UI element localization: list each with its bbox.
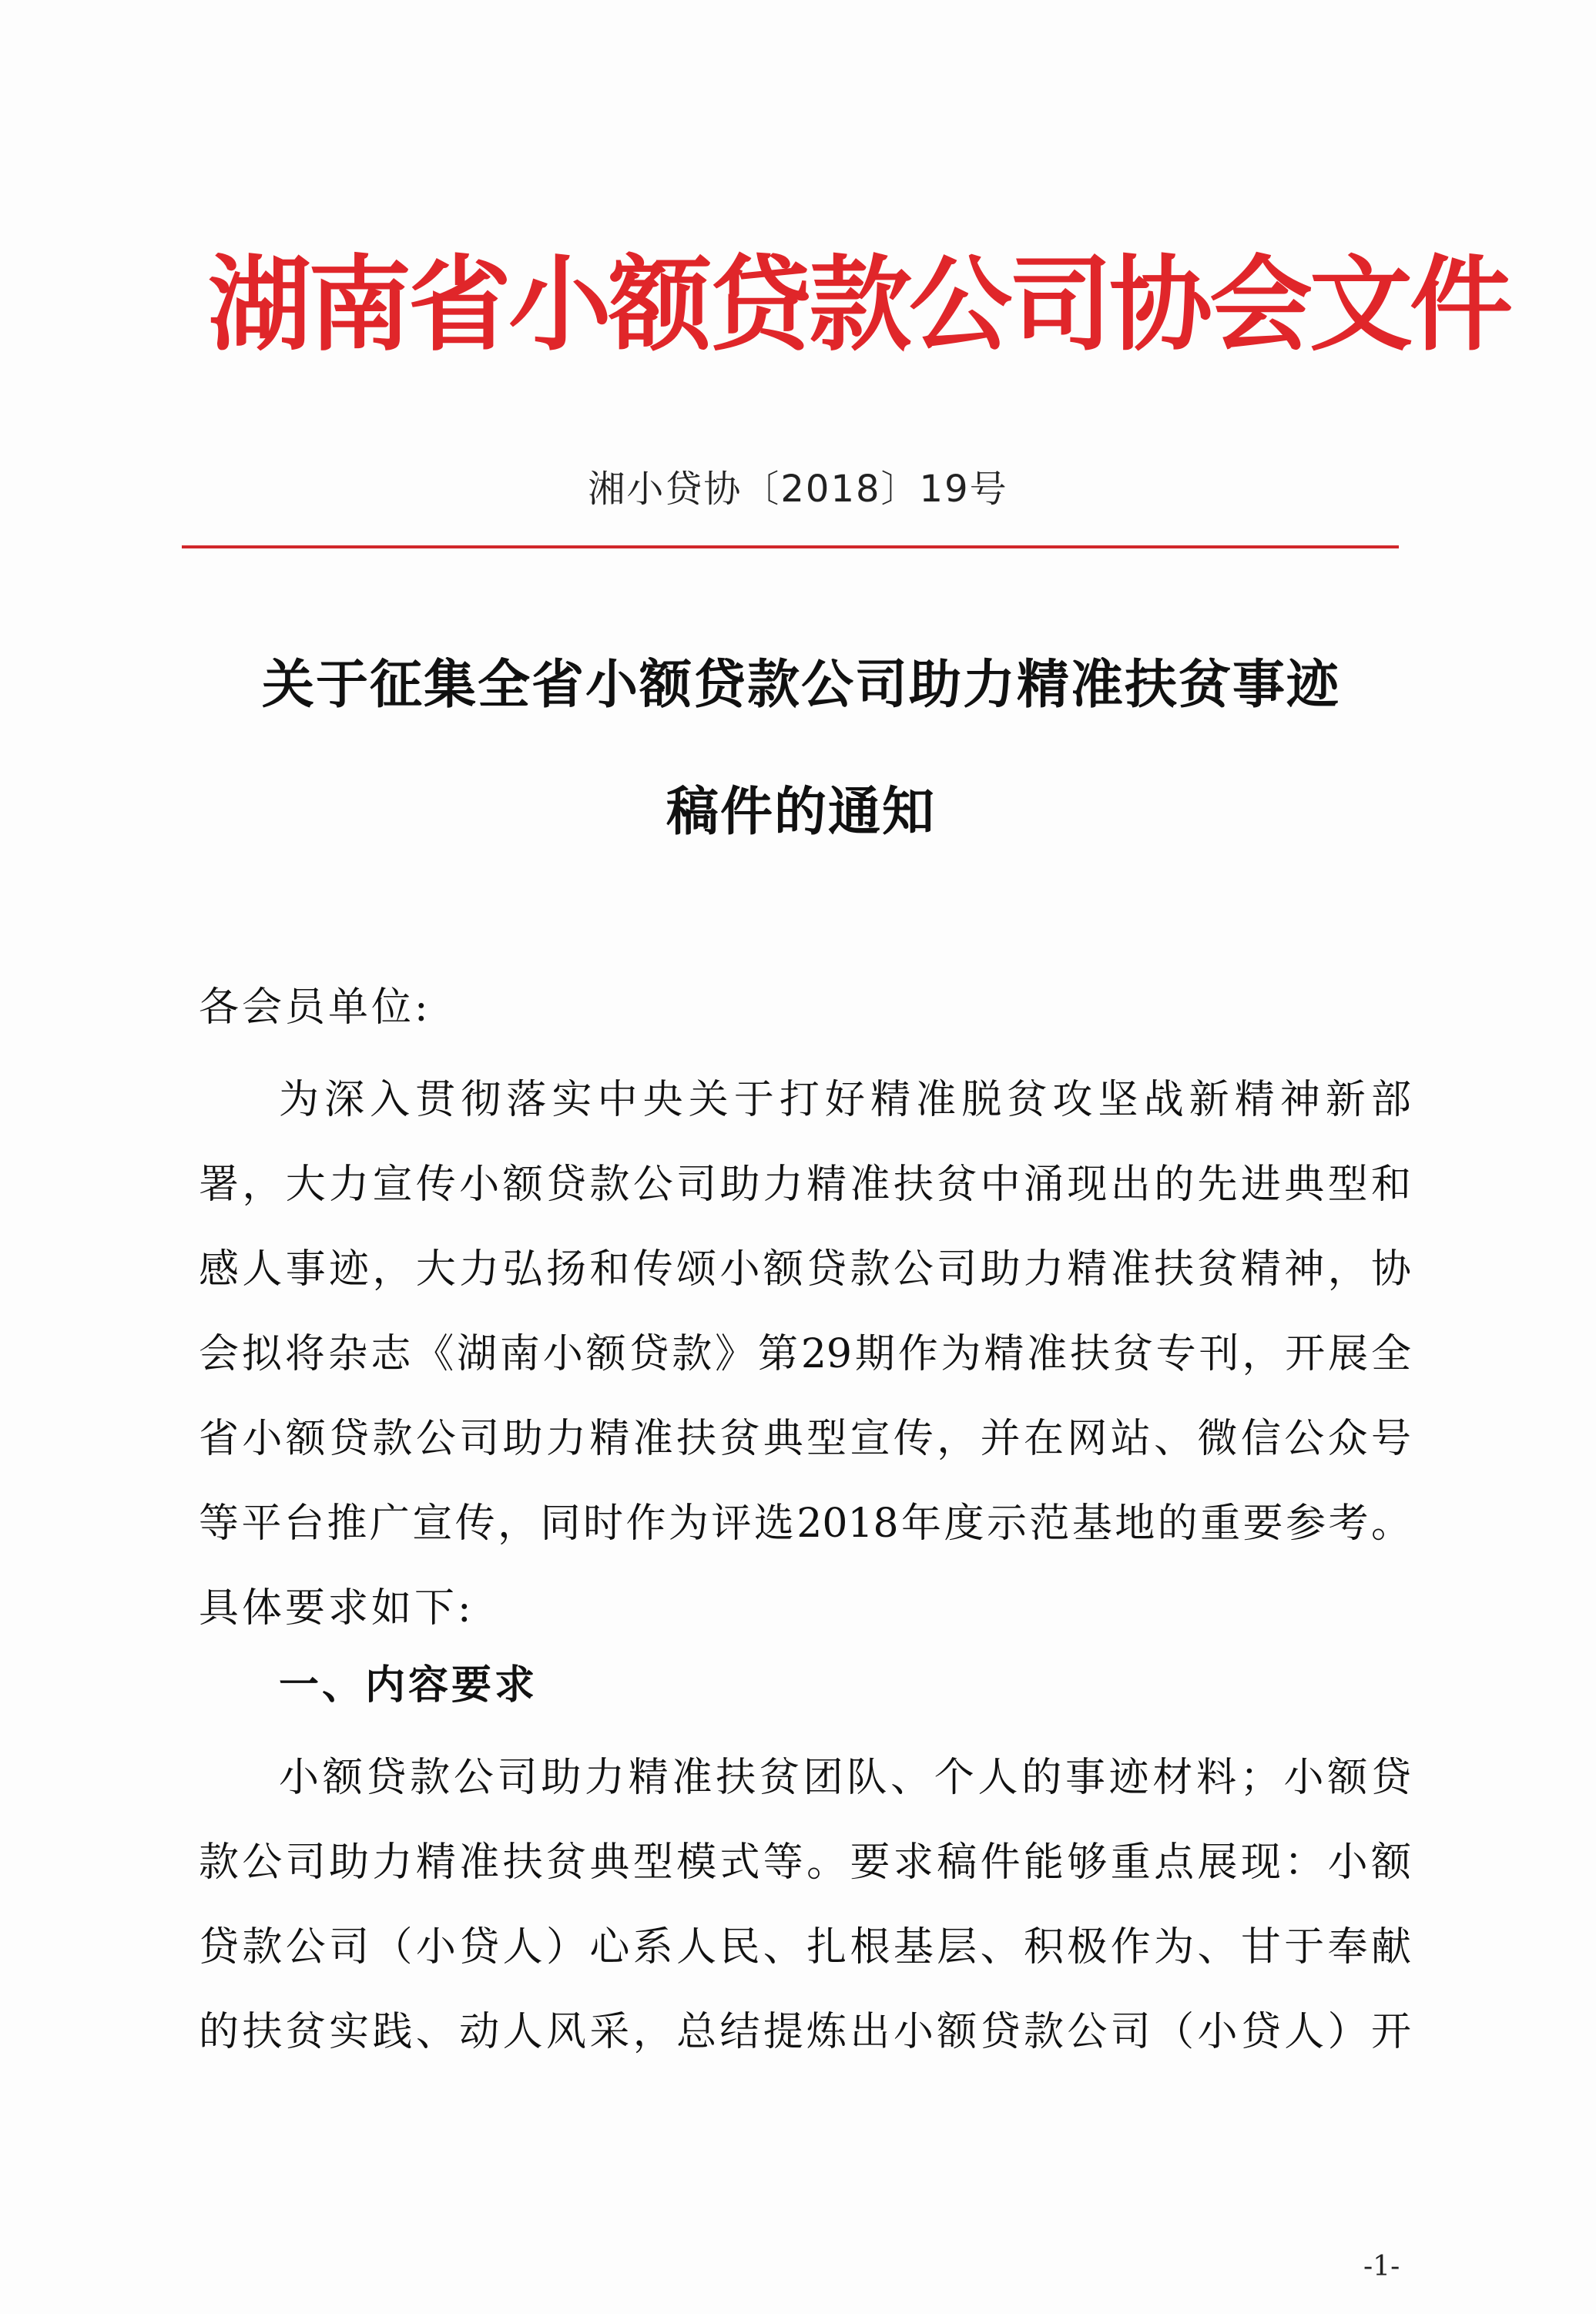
paragraph-1-line: 感人事迹，大力弘扬和传颂小额贷款公司助力精准扶贫精神，协 xyxy=(199,1246,1411,1293)
paragraph-2-line: 贷款公司（小贷人）心系人民、扎根基层、积极作为、甘于奉献 xyxy=(199,1924,1411,1970)
paragraph-1-line: 为深入贯彻落实中央关于打好精准脱贫攻坚战新精神新部 xyxy=(279,1077,1411,1123)
red-divider-rule xyxy=(182,545,1399,548)
salutation: 各会员单位: xyxy=(199,984,431,1031)
page-number: -1- xyxy=(1363,2251,1400,2282)
paragraph-2-line: 小额贷款公司助力精准扶贫团队、个人的事迹材料；小额贷 xyxy=(279,1755,1411,1801)
notice-title-line-1: 关于征集全省小额贷款公司助力精准扶贫事迹 xyxy=(261,655,1340,716)
notice-title-line-2: 稿件的通知 xyxy=(666,782,936,843)
paragraph-2-line: 的扶贫实践、动人风采，总结提炼出小额贷款公司（小贷人）开 xyxy=(199,2009,1411,2055)
document-number: 湘小贷协〔2018〕19号 xyxy=(588,468,1008,511)
masthead-title: 湖南省小额贷款公司协会文件 xyxy=(208,243,1510,365)
section-heading-content-requirements: 一、内容要求 xyxy=(279,1662,538,1709)
paragraph-1-line: 省小额贷款公司助力精准扶贫典型宣传，并在网站、微信公众号 xyxy=(199,1416,1411,1462)
paragraph-1-line: 具体要求如下: xyxy=(199,1585,474,1632)
paragraph-2-line: 款公司助力精准扶贫典型模式等。要求稿件能够重点展现：小额 xyxy=(199,1839,1411,1886)
paragraph-1-line: 会拟将杂志《湖南小额贷款》第29期作为精准扶贫专刊，开展全 xyxy=(199,1331,1411,1377)
paragraph-1-line: 等平台推广宣传，同时作为评选2018年度示范基地的重要参考。 xyxy=(199,1501,1411,1547)
paragraph-1-line: 署，大力宣传小额贷款公司助力精准扶贫中涌现出的先进典型和 xyxy=(199,1162,1411,1208)
